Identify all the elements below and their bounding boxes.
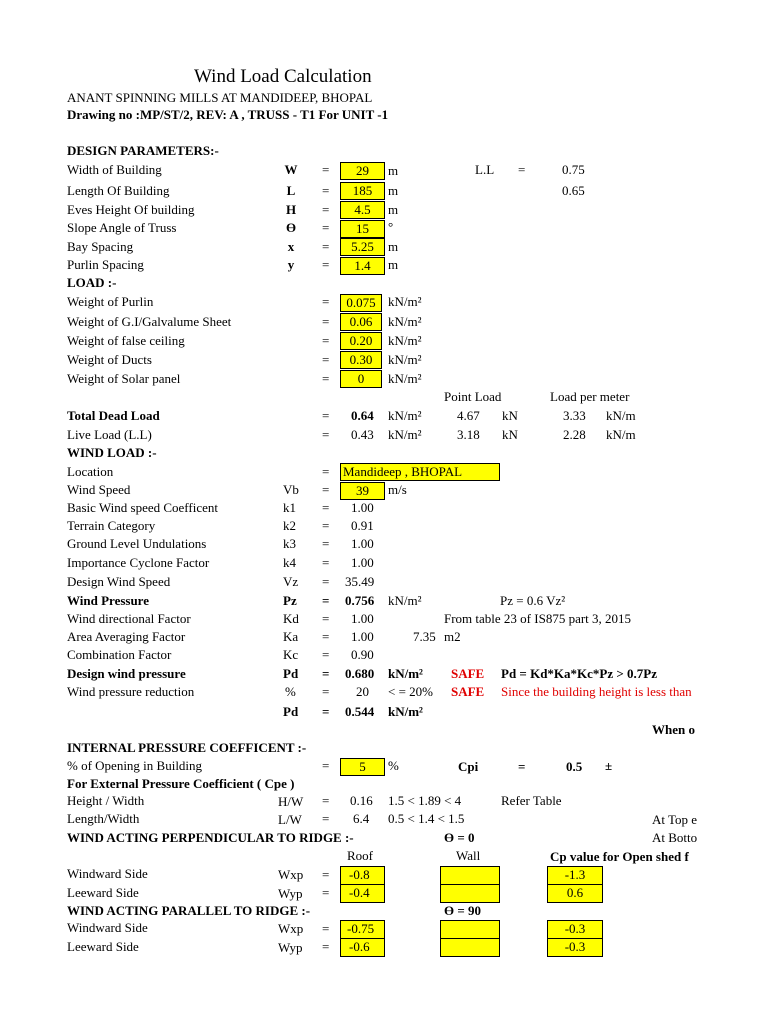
factor-value: 35.49 — [345, 574, 375, 589]
kd-value: 1.00 — [351, 611, 374, 626]
equals-sign: = — [322, 793, 330, 808]
ll-value-2: 0.65 — [562, 183, 585, 198]
equals-sign: = — [322, 536, 330, 551]
live-point-load: 3.18 — [457, 427, 480, 442]
factor-symbol: k3 — [283, 536, 296, 551]
factor-label: Terrain Category — [67, 518, 156, 533]
factor-label: Basic Wind speed Coefficent — [67, 500, 218, 515]
leeward-symbol: Wyp — [278, 886, 303, 901]
windward-roof-cell[interactable]: -0.8 — [340, 866, 385, 885]
load-value-cell[interactable]: 0.06 — [340, 313, 382, 331]
design-params-heading: DESIGN PARAMETERS:- — [67, 143, 219, 158]
leeward-wall-cell[interactable] — [440, 884, 500, 903]
load-value-cell[interactable]: 0.075 — [340, 294, 382, 312]
parallel-theta: ϴ = 90 — [444, 903, 482, 918]
load-unit: kN/m² — [388, 371, 422, 386]
param-label: Bay Spacing — [67, 239, 134, 254]
kd-symbol: Kd — [283, 611, 299, 626]
equals-sign: = — [322, 162, 330, 177]
factor-symbol: k2 — [283, 518, 296, 533]
load-unit: kN/m² — [388, 333, 422, 348]
load-value-cell[interactable]: 0.30 — [340, 351, 382, 369]
param-symbol: H — [285, 202, 297, 217]
factor-symbol: Vz — [283, 574, 299, 589]
kc-value: 0.90 — [351, 647, 374, 662]
kd-label: Wind directional Factor — [67, 611, 191, 626]
wall-header: Wall — [456, 848, 481, 863]
leeward-label: Leeward Side — [67, 939, 139, 954]
equals-sign: = — [322, 482, 330, 497]
ll-value-1: 0.75 — [562, 162, 585, 177]
live-load-label: Live Load (L.L) — [67, 427, 152, 442]
param-value-cell[interactable]: 1.4 — [340, 257, 385, 275]
location-value-cell[interactable]: Mandideep , BHOPAL — [340, 463, 500, 481]
equals-sign: = — [322, 314, 330, 329]
project-name: ANANT SPINNING MILLS AT MANDIDEEP, BHOPAL — [67, 90, 373, 105]
equals-sign: = — [518, 759, 526, 774]
ka-label: Area Averaging Factor — [67, 629, 186, 644]
param-label: Purlin Spacing — [67, 257, 144, 272]
reduction-value: 20 — [356, 684, 369, 699]
live-load-unit: kN/m² — [388, 427, 422, 442]
equals-sign: = — [322, 518, 330, 533]
load-unit: kN/m² — [388, 352, 422, 367]
equals-sign: = — [322, 939, 330, 954]
equals-sign: = — [322, 333, 330, 348]
lw-value: 6.4 — [353, 811, 370, 826]
wind-pressure-formula: Pz = 0.6 Vz² — [500, 593, 566, 608]
equals-sign: = — [322, 371, 330, 386]
param-unit: m — [388, 183, 399, 198]
load-per-meter-header: Load per meter — [550, 389, 630, 404]
param-unit: m — [388, 239, 399, 254]
cp-open-shed-header: Cp value for Open shed f — [550, 849, 689, 864]
equals-sign: = — [322, 647, 330, 662]
equals-sign: = — [322, 921, 330, 936]
equals-sign: = — [322, 257, 330, 272]
total-point-load: 4.67 — [457, 408, 480, 423]
reduction-safe-badge: SAFE — [451, 684, 485, 699]
reduction-condition: < = 20% — [388, 684, 433, 699]
ka-value: 1.00 — [351, 629, 374, 644]
roof-header: Roof — [347, 848, 373, 863]
equals-sign: = — [322, 555, 330, 570]
equals-sign: = — [322, 666, 330, 681]
ll-label: L.L — [475, 162, 495, 177]
wind-speed-symbol: Vb — [283, 482, 299, 497]
equals-sign: = — [322, 593, 330, 608]
param-unit: m — [388, 163, 399, 178]
when-note: When o — [652, 722, 695, 737]
factor-value: 1.00 — [351, 536, 374, 551]
equals-sign: = — [322, 183, 330, 198]
equals-sign: = — [322, 352, 330, 367]
wind-load-heading: WIND LOAD :- — [67, 445, 157, 460]
factor-label: Design Wind Speed — [67, 574, 171, 589]
wind-speed-value-cell[interactable]: 39 — [340, 482, 385, 500]
equals-sign: = — [322, 427, 330, 442]
reduction-note: Since the building height is less than — [501, 684, 692, 699]
factor-label: Importance Cyclone Factor — [67, 555, 210, 570]
param-symbol: L — [286, 183, 296, 198]
location-label: Location — [67, 464, 114, 479]
param-label: Length Of Building — [67, 183, 170, 198]
factor-value: 1.00 — [351, 555, 374, 570]
load-label: Weight of G.I/Galvalume Sheet — [67, 314, 232, 329]
load-label: Weight of Ducts — [67, 352, 152, 367]
plus-minus-sign: ± — [605, 758, 613, 773]
param-symbol: ϴ — [285, 220, 297, 235]
parallel-windward-wall-cell[interactable] — [440, 920, 500, 939]
leeward-label: Leeward Side — [67, 885, 139, 900]
final-pressure-symbol: Pd — [283, 704, 299, 719]
windward-cp-cell[interactable]: -1.3 — [547, 866, 603, 885]
param-symbol: W — [284, 162, 298, 177]
live-load-per-meter-unit: kN/m — [606, 427, 636, 442]
at-bottom-note: At Botto — [652, 830, 698, 845]
equals-sign: = — [322, 758, 330, 773]
parallel-windward-roof-cell[interactable]: -0.75 — [340, 920, 385, 939]
param-symbol: x — [287, 239, 295, 254]
total-dead-load-unit: kN/m² — [388, 408, 422, 423]
opening-value-cell[interactable]: 5 — [340, 758, 385, 776]
kd-note: From table 23 of IS875 part 3, 2015 — [444, 611, 632, 626]
parallel-leeward-cp-cell[interactable]: -0.3 — [547, 938, 603, 957]
design-pressure-value: 0.680 — [345, 666, 375, 681]
param-value-cell[interactable]: 29 — [340, 162, 385, 180]
load-label: Weight of false ceiling — [67, 333, 185, 348]
wind-pressure-symbol: Pz — [283, 593, 297, 608]
windward-symbol: Wxp — [278, 867, 304, 882]
param-unit: ° — [388, 219, 394, 234]
param-unit: m — [388, 257, 399, 272]
design-safe-badge: SAFE — [451, 666, 485, 681]
param-label: Eves Height Of building — [67, 202, 195, 217]
factor-symbol: k1 — [283, 500, 296, 515]
equals-sign: = — [518, 162, 526, 177]
perpendicular-theta: ϴ = 0 — [444, 830, 475, 845]
windward-label: Windward Side — [67, 866, 148, 881]
equals-sign: = — [322, 202, 330, 217]
hw-range: 1.5 < 1.89 < 4 — [388, 793, 462, 808]
total-load-per-meter-unit: kN/m — [606, 408, 636, 423]
total-load-per-meter: 3.33 — [563, 408, 586, 423]
final-pressure-value: 0.544 — [345, 704, 375, 719]
parallel-leeward-wall-cell[interactable] — [440, 938, 500, 957]
wind-speed-unit: m/s — [388, 482, 407, 497]
param-symbol: y — [287, 257, 295, 272]
live-load-per-meter: 2.28 — [563, 427, 586, 442]
wind-speed-label: Wind Speed — [67, 482, 131, 497]
kc-label: Combination Factor — [67, 647, 172, 662]
load-value-cell[interactable]: 0 — [340, 370, 382, 388]
load-label: Weight of Solar panel — [67, 371, 181, 386]
windward-symbol: Wxp — [278, 921, 304, 936]
param-value-cell[interactable]: 185 — [340, 182, 385, 200]
hw-label: Height / Width — [67, 793, 145, 808]
equals-sign: = — [322, 611, 330, 626]
design-pressure-symbol: Pd — [283, 666, 299, 681]
wind-pressure-label: Wind Pressure — [67, 593, 149, 608]
equals-sign: = — [322, 408, 330, 423]
total-dead-load-value: 0.64 — [351, 408, 374, 423]
load-label: Weight of Purlin — [67, 294, 154, 309]
reduction-label: Wind pressure reduction — [67, 684, 195, 699]
hw-symbol: H/W — [278, 794, 304, 809]
leeward-cp-cell[interactable]: 0.6 — [547, 884, 603, 903]
equals-sign: = — [322, 294, 330, 309]
param-label: Slope Angle of Truss — [67, 220, 177, 235]
lw-range: 0.5 < 1.4 < 1.5 — [388, 811, 465, 826]
at-top-note: At Top e — [652, 812, 698, 827]
kc-symbol: Kc — [283, 647, 299, 662]
param-label: Width of Building — [67, 162, 162, 177]
equals-sign: = — [322, 574, 330, 589]
wind-pressure-value: 0.756 — [345, 593, 375, 608]
design-pressure-unit: kN/m² — [388, 666, 423, 681]
equals-sign: = — [322, 500, 330, 515]
equals-sign: = — [322, 704, 330, 719]
param-unit: m — [388, 202, 399, 217]
hw-value: 0.16 — [350, 793, 373, 808]
factor-label: Ground Level Undulations — [67, 536, 207, 551]
wind-pressure-unit: kN/m² — [388, 593, 422, 608]
equals-sign: = — [322, 811, 330, 826]
parallel-leeward-roof-cell[interactable]: -0.6 — [340, 938, 385, 957]
reduction-symbol: % — [285, 684, 296, 699]
factor-value: 1.00 — [351, 500, 374, 515]
windward-label: Windward Side — [67, 920, 148, 935]
cpi-label: Cpi — [458, 759, 479, 774]
factor-value: 0.91 — [351, 518, 374, 533]
final-pressure-unit: kN/m² — [388, 704, 423, 719]
load-heading: LOAD :- — [67, 275, 117, 290]
point-load-header: Point Load — [444, 389, 502, 404]
load-unit: kN/m² — [388, 294, 422, 309]
param-value-cell[interactable]: 5.25 — [340, 238, 385, 256]
windward-wall-cell[interactable] — [440, 866, 500, 885]
opening-label: % of Opening in Building — [67, 758, 203, 773]
lw-label: Length/Width — [67, 811, 140, 826]
factor-symbol: k4 — [283, 555, 296, 570]
leeward-symbol: Wyp — [278, 940, 303, 955]
cpi-value: 0.5 — [566, 759, 583, 774]
ka-symbol: Ka — [283, 629, 299, 644]
total-dead-load-label: Total Dead Load — [67, 408, 160, 423]
refer-table-note: Refer Table — [501, 793, 562, 808]
param-value-cell[interactable]: 4.5 — [340, 201, 385, 219]
equals-sign: = — [322, 885, 330, 900]
ka-area-unit: m2 — [444, 629, 461, 644]
parallel-heading: WIND ACTING PARALLEL TO RIDGE :- — [67, 903, 311, 918]
equals-sign: = — [322, 684, 330, 699]
parallel-windward-cp-cell[interactable]: -0.3 — [547, 920, 603, 939]
equals-sign: = — [322, 239, 330, 254]
load-unit: kN/m² — [388, 314, 422, 329]
load-value-cell[interactable]: 0.20 — [340, 332, 382, 350]
design-pressure-label: Design wind pressure — [67, 666, 186, 681]
equals-sign: = — [322, 867, 330, 882]
total-point-load-unit: kN — [502, 408, 518, 423]
param-value-cell[interactable]: 15 — [340, 220, 385, 238]
ka-area: 7.35 — [413, 629, 436, 644]
equals-sign: = — [322, 220, 330, 235]
live-point-load-unit: kN — [502, 427, 518, 442]
ipc-heading: INTERNAL PRESSURE COEFFICENT :- — [67, 740, 307, 755]
equals-sign: = — [322, 464, 330, 479]
equals-sign: = — [322, 629, 330, 644]
cpe-heading: For External Pressure Coefficient ( Cpe ) — [67, 776, 295, 791]
opening-unit: % — [388, 758, 399, 773]
leeward-roof-cell[interactable]: -0.4 — [340, 884, 385, 903]
design-pressure-formula: Pd = Kd*Ka*Kc*Pz > 0.7Pz — [501, 666, 657, 681]
live-load-value: 0.43 — [351, 427, 374, 442]
perpendicular-heading: WIND ACTING PERPENDICULAR TO RIDGE :- — [67, 830, 354, 845]
lw-symbol: L/W — [278, 812, 302, 827]
drawing-number: Drawing no :MP/ST/2, REV: A , TRUSS - T1 For UNIT -1 — [67, 107, 389, 122]
sheet-title: Wind Load Calculation — [194, 66, 372, 87]
